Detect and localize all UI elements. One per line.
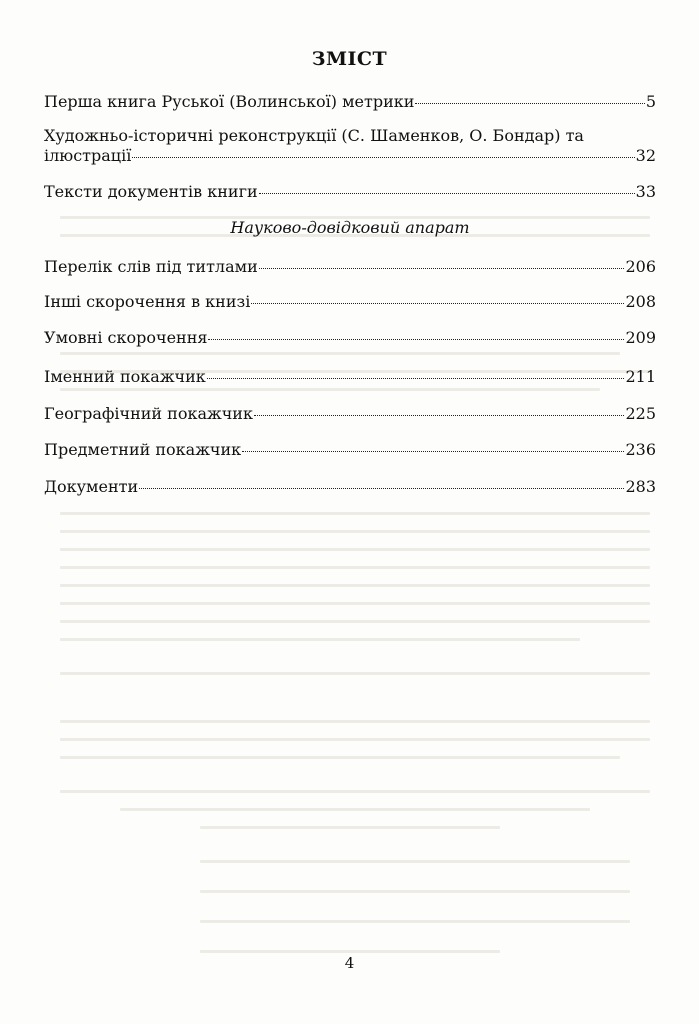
toc-entry-title: Предметний покажчик	[44, 440, 242, 459]
toc-entry-title: Інші скорочення в книзі	[44, 292, 251, 311]
toc-entry-page: 32	[635, 146, 656, 165]
toc-entry-title: Умовні скорочення	[44, 328, 208, 347]
dot-leader	[132, 157, 634, 158]
toc-entry-title: Географічний покажчик	[44, 404, 253, 423]
dot-leader	[208, 339, 624, 340]
toc-entry	[44, 404, 656, 424]
dot-leader	[259, 193, 635, 194]
toc-entry	[44, 292, 656, 312]
toc-entry-title: Перша книга Руської (Волинської) метрики	[44, 92, 415, 111]
toc-entry-page: 206	[625, 257, 656, 276]
dot-leader	[259, 268, 625, 269]
dot-leader	[251, 303, 624, 304]
toc-entry-page: 225	[625, 404, 656, 423]
toc-entry	[44, 367, 656, 387]
toc-entry-page: 208	[625, 292, 656, 311]
toc-entry-title: ілюстрації	[44, 146, 132, 165]
toc-entry-title-line1: Художньо-історичні реконструкції (С. Шаменков, О. Бондар) та	[44, 126, 584, 145]
dot-leader	[139, 488, 624, 489]
toc-entry	[44, 182, 656, 202]
toc-entry-page: 211	[625, 367, 656, 386]
toc-entry	[44, 328, 656, 348]
toc-entry-page: 5	[645, 92, 656, 111]
toc-entry	[44, 126, 656, 166]
toc-entry-page: 33	[635, 182, 656, 201]
toc-entry-page: 283	[625, 477, 656, 496]
page-number: 4	[344, 954, 355, 972]
section-heading: Науково-довідковий апарат	[230, 218, 470, 237]
dot-leader	[254, 415, 625, 416]
toc-entry	[44, 477, 656, 497]
toc-entry	[44, 257, 656, 277]
dot-leader	[207, 378, 625, 379]
toc-entry-title: Тексти документів книги	[44, 182, 258, 201]
toc-entry-page: 209	[625, 328, 656, 347]
page-title: ЗМІСТ	[311, 48, 388, 70]
toc-entry-title: Іменний покажчик	[44, 367, 206, 386]
toc-entry-title: Документи	[44, 477, 139, 496]
dot-leader	[415, 103, 644, 104]
toc-entry-title: Перелік слів під титлами	[44, 257, 258, 276]
toc-entry	[44, 440, 656, 460]
toc-entry-page: 236	[625, 440, 656, 459]
dot-leader	[242, 451, 624, 452]
toc-entry	[44, 92, 656, 112]
